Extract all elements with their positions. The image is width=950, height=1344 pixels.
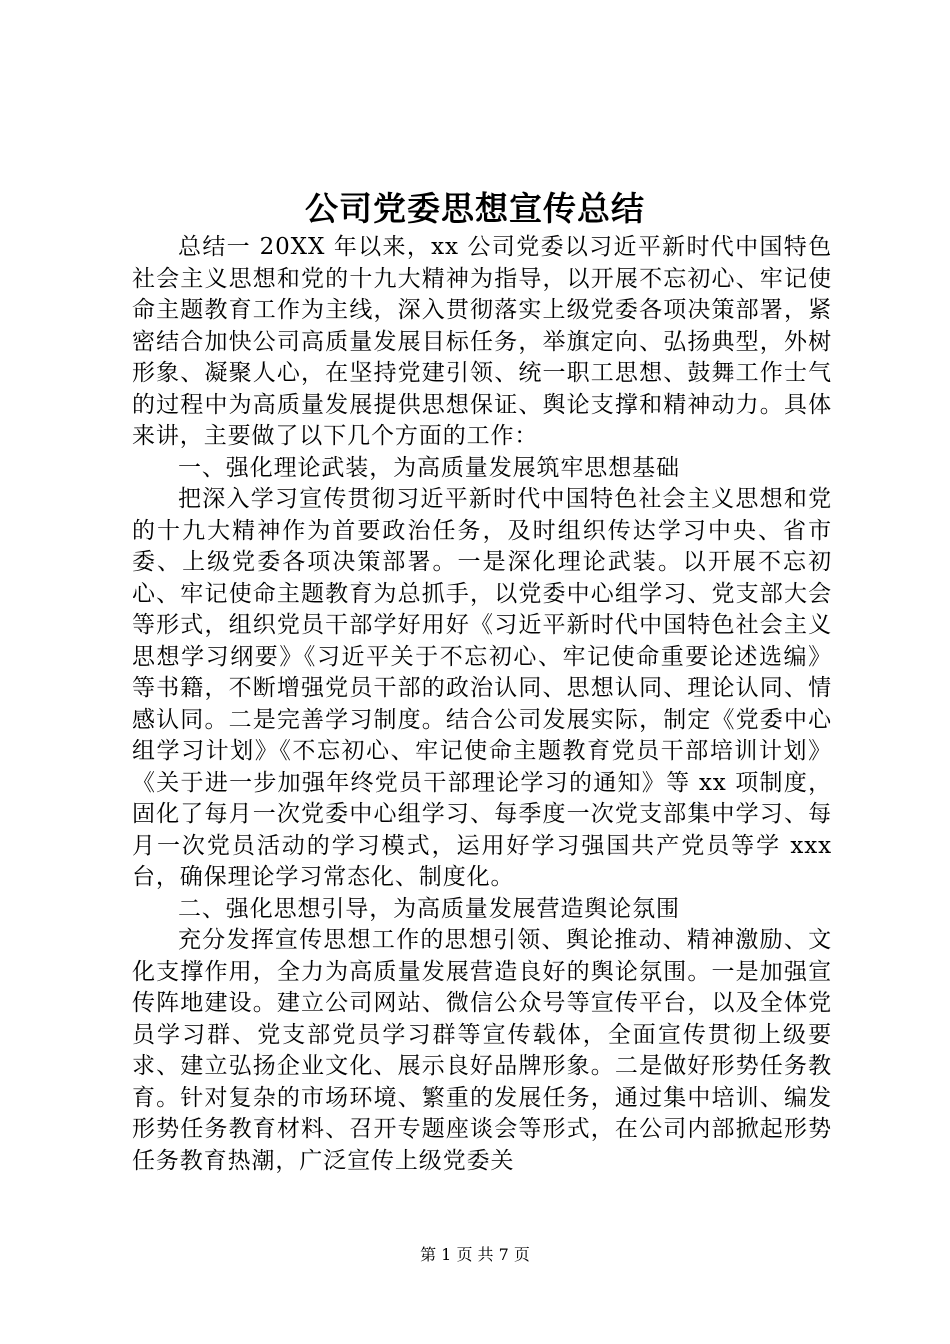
- document-body: [132, 232, 832, 1177]
- section-heading-1: 一、强化理论武装，为高质量发展筑牢思想基础: [178, 454, 680, 481]
- document-title: 公司党委思想宣传总结: [305, 189, 645, 228]
- section-2-paragraph: 充分发挥宣传思想工作的思想引领、舆论推动、精神激励、文化支撑作用，全力为高质量发展营造良好的舆论氛围。一是加强宣传阵地建设。建立公司网站、微信公众号等宣传平台，以及全体党员学习群、党支部党员学习群等宣传载体，全面宣传贯彻上级要求、建立弘扬企业文化、展示良好品牌形象。二是做好形势任务教育。针对复杂的市场环境、繁重的发展任务，通过集中培训、编发形势任务教育材料、召开专题座谈会等形式，在公司内部掀起形势任务教育热潮，广泛宣传上级党委关: [132, 927, 832, 1174]
- section-1-paragraph: 把深入学习宣传贯彻习近平新时代中国特色社会主义思想和党的十九大精神作为首要政治任务，及时组织传达学习中央、省市委、上级党委各项决策部署。一是深化理论武装。以开展不忘初心、牢记使命主题教育为总抓手，以党委中心组学习、党支部大会等形式，组织党员干部学好用好《习近平新时代中国特色社会主义思想学习纲要》《习近平关于不忘初心、牢记使命重要论述选编》等书籍，不断增强党员干部的政治认同、思想认同、理论认同、情感认同。二是完善学习制度。结合公司发展实际，制定《党委中心组学习计划》《不忘初心、牢记使命主题教育党员干部培训计划》《关于进一步加强年终党员干部理论学习的通知》等 xx 项制度，固化了每月一次党委中心组学习、每季度一次党支部集中学习、每月一次党员活动的学习模式，运用好学习强国共产党员等学 xxx 台，确保理论学习常态化、制度化。: [132, 486, 832, 890]
- intro-paragraph: 总结一 20XX 年以来，xx 公司党委以习近平新时代中国特色社会主义思想和党的十九大精神为指导，以开展不忘初心、牢记使命主题教育工作为主线，深入贯彻落实上级党委各项决策部署，紧密结合加快公司高质量发展目标任务，举旗定向、弘扬典型，外树形象、凝聚人心，在坚持党建引领、统一职工思想、鼓舞工作士气的过程中为高质量发展提供思想保证、舆论支撑和精神动力。具体来讲，主要做了以下几个方面的工作：: [132, 234, 832, 449]
- page-number-footer: 第 1 页 共 7 页: [420, 1245, 530, 1264]
- section-heading-2: 二、强化思想引导，为高质量发展营造舆论氛围: [178, 895, 680, 922]
